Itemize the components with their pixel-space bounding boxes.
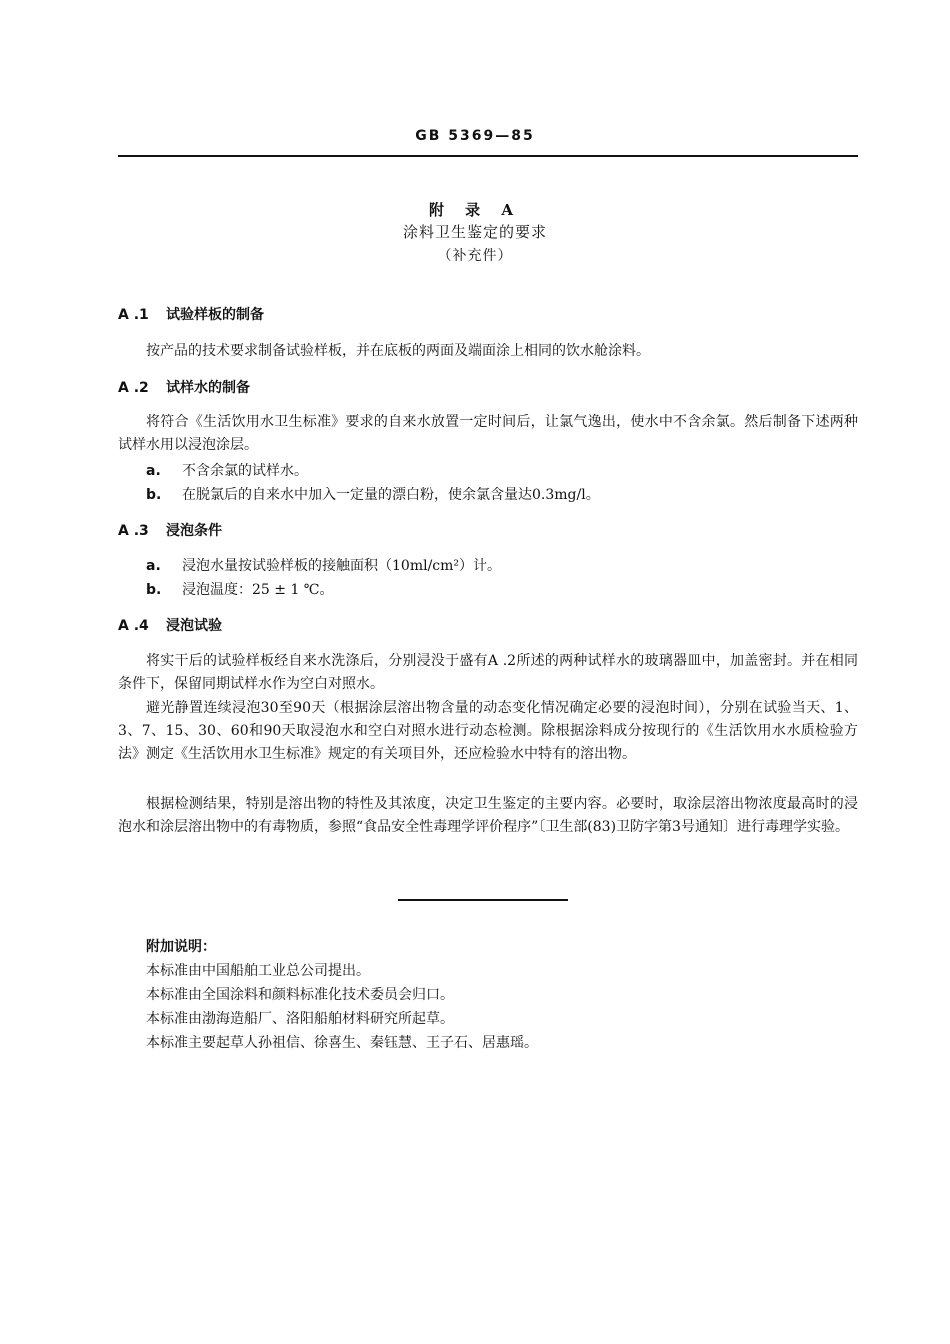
- additional-note-line: 本标准由全国涂料和颜料标准化技术委员会归口。: [146, 987, 454, 1003]
- list-text: 浸泡温度：25 ± 1 ℃。: [182, 582, 334, 598]
- list-item: [146, 555, 501, 575]
- section-title: 浸泡试验: [166, 618, 222, 634]
- additional-note-line: 本标准主要起草人孙祖信、徐喜生、秦钰慧、王子石、居惠瑶。: [146, 1035, 538, 1051]
- section-a4-paragraph-1: 将实干后的试验样板经自来水洗涤后，分别浸没于盛有A .2所述的两种试样水的玻璃器皿中，加盖密封。并在相同条件下，保留同期试样水作为空白对照水。: [118, 653, 858, 692]
- section-a4-paragraph-3: 根据检测结果，特别是溶出物的特性及其浓度，决定卫生鉴定的主要内容。必要时，取涂层溶出物浓度最高时的浸泡水和涂层溶出物中的有毒物质，参照“食品安全性毒理学评价程序”〔卫生部(83)卫防字第3号通知〕进行毒理学实验。: [118, 796, 858, 835]
- section-a2-paragraph: 将符合《生活饮用水卫生标准》要求的自来水放置一定时间后，让氯气逸出，使水中不含余氯。然后制备下述两种试样水用以浸泡涂层。: [118, 414, 858, 453]
- list-item: [146, 484, 600, 504]
- list-item: [146, 460, 308, 480]
- section-title: 试验样板的制备: [166, 307, 264, 323]
- section-heading-a3: [118, 520, 222, 540]
- appendix-title: 附 录 A: [428, 201, 522, 219]
- list-text: 浸泡水量按试验样板的接触面积（10ml/cm²）计。: [182, 558, 502, 574]
- list-marker: a.: [146, 558, 161, 574]
- section-heading-a1: [118, 304, 264, 324]
- section-a1-paragraph: 按产品的技术要求制备试验样板，并在底板的两面及端面涂上相同的饮水舱涂料。: [146, 343, 650, 359]
- section-a4-paragraph-2: 避光静置连续浸泡30至90天（根据涂层溶出物含量的动态变化情况确定必要的浸泡时间），分别在试验当天、1、3、7、15、30、60和90天取浸泡水和空白对照水进行动态检测。除根据涂料成分按现行的《生活饮用水水质检验方法》测定《生活饮用水卫生标准》规定的有关项目外，还应检验水中特有的溶出物。: [118, 700, 858, 762]
- additional-note-line: 本标准由中国船舶工业总公司提出。: [146, 963, 370, 979]
- header-divider: [118, 155, 858, 157]
- list-text: 不含余氯的试样水。: [182, 463, 308, 479]
- list-item: [146, 579, 333, 599]
- section-number: A .4: [118, 618, 149, 634]
- additional-notes-title: 附加说明：: [146, 939, 216, 955]
- appendix-subtitle: 涂料卫生鉴定的要求: [402, 223, 547, 241]
- section-title: 浸泡条件: [166, 523, 222, 539]
- appendix-note: （补充件）: [437, 248, 513, 264]
- list-marker: b.: [146, 487, 162, 503]
- additional-note-line: 本标准由渤海造船厂、洛阳船舶材料研究所起草。: [146, 1011, 454, 1027]
- end-divider: [398, 899, 568, 901]
- list-marker: a.: [146, 463, 161, 479]
- section-number: A .1: [118, 307, 149, 323]
- section-number: A .3: [118, 523, 149, 539]
- additional-notes: [146, 935, 538, 1055]
- section-title: 试样水的制备: [166, 380, 250, 396]
- list-marker: b.: [146, 582, 162, 598]
- section-heading-a2: [118, 377, 250, 397]
- section-number: A .2: [118, 380, 149, 396]
- standard-code-header: GB 5369—85: [415, 128, 535, 144]
- list-text: 在脱氯后的自来水中加入一定量的漂白粉，使余氯含量达0.3mg/l。: [182, 487, 600, 503]
- section-heading-a4: [118, 615, 222, 635]
